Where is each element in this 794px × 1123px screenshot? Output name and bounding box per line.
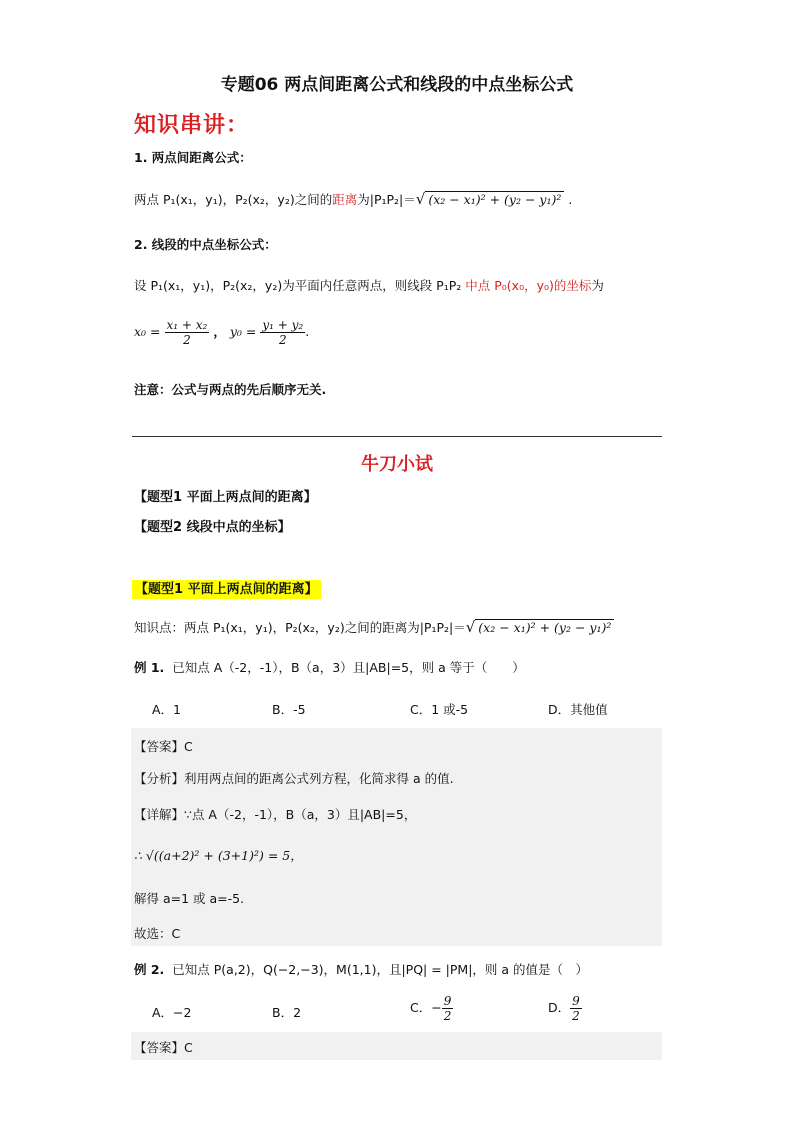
example-1: 例 1. 已知点 A（-2，-1），B（a，3）且|AB|=5，则 a 等于（ ） <box>134 660 525 675</box>
toc-type2: 【题型2 线段中点的坐标】 <box>134 520 291 535</box>
ex2-option-c: C．− $\frac{9}{2}$ <box>410 994 452 1023</box>
note: 注意：公式与两点的先后顺序无关. <box>134 382 327 397</box>
practice-heading: 牛刀小试 <box>361 454 433 475</box>
item1-text-red: 距离 <box>332 192 358 207</box>
ex2-option-d: D． $\frac{9}{2}$ <box>548 994 580 1023</box>
ex2-answer: 【答案】C <box>134 1040 193 1055</box>
ex2-option-a: A．−2 <box>152 1005 192 1020</box>
ex1-option-a: A．1 <box>152 702 182 717</box>
item1-title: 1. 两点间距离公式： <box>134 150 252 165</box>
item2-text <box>134 276 604 294</box>
page-title: 专题06 两点间距离公式和线段的中点坐标公式 <box>220 75 574 95</box>
item2-text-a: 设 P₁(x₁，y₁)，P₂(x₂，y₂)为平面内任意两点，则线段 P₁P₂ <box>134 278 462 293</box>
type1-label: 【题型1 平面上两点间的距离】 <box>132 578 321 597</box>
item2-text-red: 中点 P₀(x₀，y₀)的坐标 <box>465 278 592 293</box>
item1-text: 两点 P₁(x₁，y₁)，P₂(x₂，y₂)之间的距离为|P₁P₂|＝√ (x₂ − x₁)² + (y₂ − y₁)² . <box>134 190 573 208</box>
knowledge-formula: (x₂ − x₁)² + (y₂ − y₁)² <box>475 619 614 635</box>
toc-type1: 【题型1 平面上两点间的距离】 <box>134 490 317 505</box>
ex1-solve: 解得 a=1 或 a=-5. <box>134 891 245 906</box>
knowledge-line: 知识点：两点 P₁(x₁，y₁)，P₂(x₂，y₂)之间的距离为|P₁P₂|＝√ (x₂ − x₁)² + (y₂ − y₁)² <box>134 618 614 636</box>
ex1-detail: 【详解】∵点 A（-2，-1），B（a，3）且|AB|=5， <box>134 807 417 822</box>
ex1-option-d: D．其他值 <box>548 702 608 717</box>
example-2: 例 2. 已知点 P(a,2)，Q(−2,−3)，M(1,1)，且|PQ| = |PM|，则 a 的值是（ ） <box>134 962 589 977</box>
divider <box>132 436 662 437</box>
item2-text-b: 为 <box>591 278 604 293</box>
item2-title: 2. 线段的中点坐标公式： <box>134 237 277 252</box>
mid-x-fraction: $\frac{\text{x₁ + x₂}}{2}$ <box>166 318 208 347</box>
ex1-option-c: C．1 或-5 <box>410 702 469 717</box>
item1-text-b: 为|P₁P₂|＝ <box>357 192 416 207</box>
ex1-choose: 故选：C <box>134 926 181 941</box>
mid-y-fraction: $\frac{\text{y₁ + y₂}}{2}$ <box>262 318 304 347</box>
mid-y-lhs: y₀ = <box>229 324 257 339</box>
ex1-step: ∴ √((a+2)² + (3+1)²) = 5， <box>134 848 303 863</box>
item1-formula: (x₂ − x₁)² + (y₂ − y₁)² <box>425 191 564 207</box>
mid-x-lhs: x₀ = <box>134 324 161 339</box>
ex1-answer: 【答案】C <box>134 739 193 754</box>
midpoint-formula: x₀ = $\frac{\text{x₁ + x₂}}{2}$ ， y₀ = $\frac{\text{y₁ + y₂}}{2}$ . <box>134 318 310 347</box>
item1-text-a: 两点 P₁(x₁，y₁)，P₂(x₂，y₂)之间的 <box>134 192 333 207</box>
ex2-option-b: B．2 <box>272 1005 302 1020</box>
section-heading: 知识串讲： <box>134 113 250 138</box>
ex1-analysis: 【分析】利用两点间的距离公式列方程，化简求得 a 的值. <box>134 771 454 786</box>
ex2-solution-box <box>131 1032 662 1060</box>
ex1-option-b: B．-5 <box>272 702 306 717</box>
ex1-solution-box <box>131 728 662 946</box>
